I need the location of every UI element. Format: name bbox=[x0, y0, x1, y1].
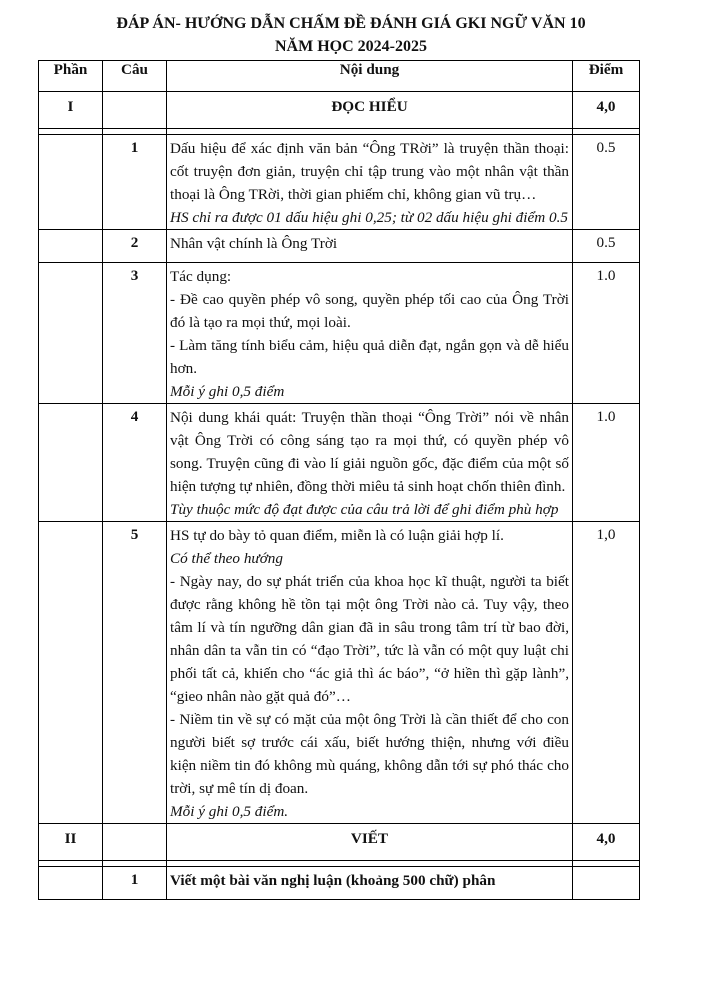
answer-point: - Đề cao quyền phép vô song, quyền phép tối cao của Ông Trời đó là tạo ra mọi thứ, mọi loài. bbox=[170, 291, 569, 331]
answer-content bbox=[167, 404, 573, 522]
header-part: Phần bbox=[39, 61, 103, 92]
question-number: 1 bbox=[103, 135, 167, 230]
question-number: 4 bbox=[103, 404, 167, 522]
section-title: ĐỌC HIỂU bbox=[167, 92, 573, 129]
question-number: 1 bbox=[103, 867, 167, 900]
question-score: 0.5 bbox=[573, 135, 640, 230]
question-score: 1,0 bbox=[573, 522, 640, 824]
table-row-q1 bbox=[39, 135, 640, 230]
answer-point: - Niềm tin về sự có mặt của một ông Trời là cần thiết để cho con người biết sợ trước cái xấu, biết hướng thiện, nhưng với điều kiện niềm tin đó không mù quáng, không dẫn tới sự phó thác cho trời, sự mê tín dị đoan. bbox=[170, 711, 569, 797]
section-score: 4,0 bbox=[573, 92, 640, 129]
answer-lead: Tác dụng: bbox=[170, 268, 232, 285]
section-row-reading bbox=[39, 92, 640, 129]
header-content: Nội dung bbox=[167, 61, 573, 92]
section-part-number: II bbox=[39, 824, 103, 861]
question-number: 2 bbox=[103, 230, 167, 263]
header-score: Điểm bbox=[573, 61, 640, 92]
document-title: ĐÁP ÁN- HƯỚNG DẪN CHẤM ĐỀ ĐÁNH GIÁ GKI NGỮ VĂN 10 bbox=[116, 15, 586, 32]
table-row-q5 bbox=[39, 522, 640, 824]
table-row-q4 bbox=[39, 404, 640, 522]
answer-content bbox=[167, 867, 573, 900]
section-row-writing bbox=[39, 824, 640, 861]
grading-note: HS chỉ ra được 01 dấu hiệu ghi 0,25; từ 02 dấu hiệu ghi điểm 0.5 bbox=[170, 209, 568, 226]
school-year: NĂM HỌC 2024-2025 bbox=[275, 38, 427, 55]
question-number: 3 bbox=[103, 263, 167, 404]
table-row-q2 bbox=[39, 230, 640, 263]
table-row-w1 bbox=[39, 867, 640, 900]
writing-prompt: Viết một bài văn nghị luận (khoảng 500 chữ) phân bbox=[170, 872, 496, 889]
table-row-q3 bbox=[39, 263, 640, 404]
answer-text: Nội dung khái quát: Truyện thần thoại “Ông Trời” nói về nhân vật Ông Trời có công sáng tạo ra mọi thứ, có quyền phép vô song. Truyện cũng đi vào lí giải nguồn gốc, đặc điểm của một số hiện tượng tự nhiên, đồng thời miêu tả sinh hoạt chốn thiên đình. bbox=[170, 409, 569, 495]
table-header-row bbox=[39, 61, 640, 92]
header-question: Câu bbox=[103, 61, 167, 92]
answer-content bbox=[167, 230, 573, 263]
answer-text: Dấu hiệu để xác định văn bản “Ông TRời” là truyện thần thoại: cốt truyện đơn giản, truyện chỉ tập trung vào một nhân vật thần thoại là Ông TRời, thời gian phiếm chỉ, không gian vũ trụ… bbox=[170, 140, 569, 203]
question-score: 0.5 bbox=[573, 230, 640, 263]
answer-key-table bbox=[38, 60, 640, 900]
grading-note: Tùy thuộc mức độ đạt được của câu trả lời để ghi điểm phù hợp bbox=[170, 501, 559, 518]
answer-point: - Ngày nay, do sự phát triển của khoa học kĩ thuật, người ta biết được rằng không hề tồn tại một ông Trời nào cả. Tuy vậy, theo tâm lí và tín ngưỡng dân gian đã in sâu trong tâm trí từ bao đời, nhân dân ta vẫn tin có “đạo Trời”, tức là vẫn có một quy luật chi phối tất cả, khiến cho “ác giả thì ác báo”, “ở hiền thì gặp lành”, “gieo nhân nào gặt quả đó”… bbox=[170, 573, 569, 705]
section-title: VIẾT bbox=[167, 824, 573, 861]
question-score: 1.0 bbox=[573, 404, 640, 522]
grading-note: Mỗi ý ghi 0,5 điểm bbox=[170, 383, 285, 400]
answer-content bbox=[167, 522, 573, 824]
answer-point: - Làm tăng tính biểu cảm, hiệu quả diễn đạt, ngắn gọn và dễ hiểu hơn. bbox=[170, 337, 569, 377]
answer-subheading: Có thể theo hướng bbox=[170, 550, 283, 567]
section-part-number: I bbox=[39, 92, 103, 129]
question-score: 1.0 bbox=[573, 263, 640, 404]
answer-text: Nhân vật chính là Ông Trời bbox=[170, 235, 338, 252]
answer-lead: HS tự do bày tỏ quan điểm, miễn là có luận giải hợp lí. bbox=[170, 527, 504, 544]
section-score: 4,0 bbox=[573, 824, 640, 861]
question-number: 5 bbox=[103, 522, 167, 824]
grading-note: Mỗi ý ghi 0,5 điểm. bbox=[170, 803, 289, 820]
answer-content bbox=[167, 135, 573, 230]
answer-content bbox=[167, 263, 573, 404]
